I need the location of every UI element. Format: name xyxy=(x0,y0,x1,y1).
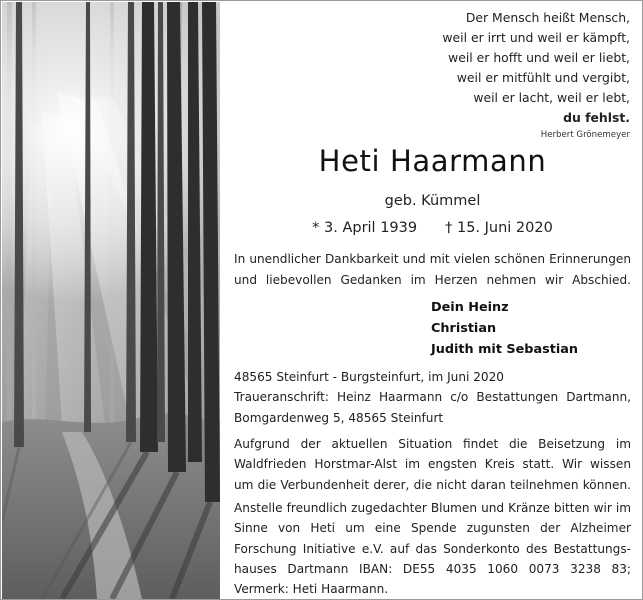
death-date: † 15. Juni 2020 xyxy=(445,220,553,236)
mourner-name: Dein Heinz xyxy=(431,300,509,315)
donation-line: Forschung Initiative e.V. auf das Sonderkonto des Bestattungs- xyxy=(234,541,631,556)
donation-line: hauses Dartmann IBAN: DE55 4035 1060 0073 3238 83; xyxy=(234,561,631,576)
mourner-name: Judith mit Sebastian xyxy=(431,342,578,357)
poem-closing: du fehlst. xyxy=(563,110,630,125)
birth-date: * 3. April 1939 xyxy=(312,220,418,236)
farewell-line: und liebevollen Gedanken im Herzen nehmen wir Abschied. xyxy=(234,272,631,287)
life-dates xyxy=(221,218,643,238)
funeral-line: um die Verbundenheit derer, die nicht daran teilnehmen können. xyxy=(234,477,631,492)
donation-line: Sinne von Heti um eine Spende zugunsten der Alzheimer xyxy=(234,521,631,536)
donation-line: Vermerk: Heti Haarmann. xyxy=(234,582,389,597)
poem-line: weil er mitfühlt und vergibt, xyxy=(456,70,630,85)
funeral-line: Aufgrund der aktuellen Situation findet die Beisetzung im xyxy=(234,437,631,451)
place-and-address xyxy=(234,367,631,428)
funeral-line: Waldfrieden Horstmar-Alst im engsten Kreis statt. Wir wissen xyxy=(234,457,631,472)
poem-line: Der Mensch heißt Mensch, xyxy=(465,10,630,25)
place-date-line: 48565 Steinfurt - Burgsteinfurt, im Juni 2020 xyxy=(234,370,504,384)
funeral-info xyxy=(234,434,631,495)
poem-line: weil er hofft und weil er liebt, xyxy=(448,50,630,65)
mourners-list xyxy=(431,297,631,360)
donation-line: Anstelle freundlich zugedachter Blumen und Kränze bitten wir im xyxy=(234,501,631,515)
farewell-line: In unendlicher Dankbarkeit und mit vielen schönen Erinnerungen xyxy=(234,252,631,266)
birth-name: geb. Kümmel xyxy=(384,193,481,209)
farewell-text xyxy=(234,249,631,290)
forest-photo xyxy=(2,2,220,599)
poem-line: weil er irrt und weil er kämpft, xyxy=(442,30,630,45)
donation-info xyxy=(234,498,631,599)
forest-light-rays-icon xyxy=(2,2,220,599)
poem-author: Herbert Grönemeyer xyxy=(540,130,630,140)
mourning-address-line: Bomgardenweg 5, 48565 Steinfurt xyxy=(234,410,444,425)
deceased-name: Heti Haarmann xyxy=(318,144,547,178)
notice-text xyxy=(221,1,643,600)
poem-quote xyxy=(330,8,630,141)
mourner-name: Christian xyxy=(431,321,497,336)
poem-line: weil er lacht, weil er lebt, xyxy=(473,90,630,105)
mourning-address-line: Traueranschrift: Heinz Haarmann c/o Bestattungen Dartmann, xyxy=(234,390,631,405)
